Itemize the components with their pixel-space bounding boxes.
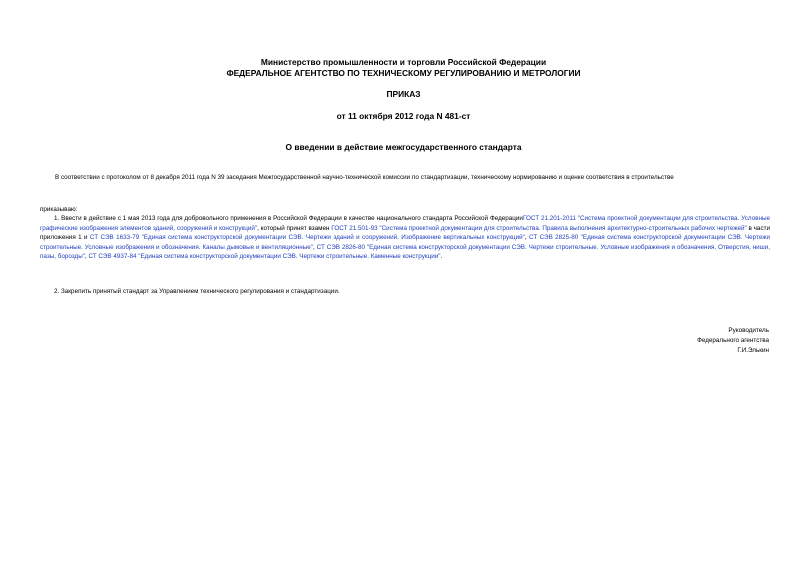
- agency-name: ФЕДЕРАЛЬНОЕ АГЕНТСТВО ПО ТЕХНИЧЕСКОМУ РЕГУЛИРОВАНИЮ И МЕТРОЛОГИИ: [226, 68, 581, 78]
- order-item-1: [40, 214, 770, 262]
- signature-block: [697, 326, 769, 356]
- signature-name: Г.И.Элькин: [737, 347, 769, 354]
- ministry-name: Министерство промышленности и торговли Российской Федерации: [260, 57, 547, 67]
- item1-text-4: ,: [524, 234, 529, 242]
- signature-title: Руководитель: [728, 327, 769, 334]
- item1-text-7: .: [440, 253, 443, 261]
- document-date-number: от 11 октября 2012 года N 481-ст: [336, 111, 471, 121]
- document-type: ПРИКАЗ: [386, 89, 421, 99]
- link-st-sev-2825-80[interactable]: СТ СЭВ 2825-80 "Единая система конструкторской документации СЭВ. Чертежи строительные. Условные изображения и обозначения. Каналы дымовые и вентиляционные": [40, 234, 771, 251]
- item1-text-5: ,: [313, 243, 317, 251]
- link-st-sev-4937-84[interactable]: СТ СЭВ 4937-84 "Единая система конструкторской документации СЭВ. Чертежи строительные. Каменные конструкции": [88, 253, 441, 261]
- signature-agency: Федерального агентства: [697, 337, 769, 344]
- item1-text-6: ,: [84, 253, 89, 261]
- order-item-2: 2. Закрепить принятый стандарт за Управлением технического регулирования и стандартизации.: [54, 288, 340, 295]
- item1-text-2: , который принят взамен: [257, 224, 332, 232]
- link-st-sev-2826-80[interactable]: СТ СЭВ 2826-80 "Единая система конструкторской документации СЭВ. Чертежи строительные. Условные изображения и обозначения. Отверстия, ниши, пазы, борозды": [40, 243, 771, 261]
- link-gost-21-501-93[interactable]: ГОСТ 21.501-93 "Система проектной документации для строительства. Правила выполнения архитектурно-строительных рабочих чертежей": [331, 224, 747, 232]
- link-gost-21-201-2011[interactable]: ГОСТ 21.201-2011 "Система проектной документации для строительства. Условные графические изображения элементов зданий, сооружений и конструкций": [40, 215, 770, 232]
- document-title: О введении в действие межгосударственного стандарта: [285, 142, 522, 152]
- order-word: приказываю:: [40, 206, 78, 213]
- preamble: В соответствии с протоколом от 8 декабря 2011 года N 39 заседания Межгосударственной научно-технической комиссии по стандартизации, техническому нормированию и оценке соответствия в строительстве: [55, 174, 674, 181]
- link-st-sev-1633-79[interactable]: СТ СЭВ 1633-79 "Единая система конструкторской документации СЭВ. Чертежи зданий и сооружений. Изображение вертикальных конструкций": [89, 234, 525, 242]
- item1-text-1: 1. Ввести в действие с 1 мая 2013 года для добровольного применения в Российской Федерации в качестве национального стандарта Российской Федерации: [54, 215, 523, 222]
- item1-text-3: в части приложения 1 и: [40, 224, 770, 242]
